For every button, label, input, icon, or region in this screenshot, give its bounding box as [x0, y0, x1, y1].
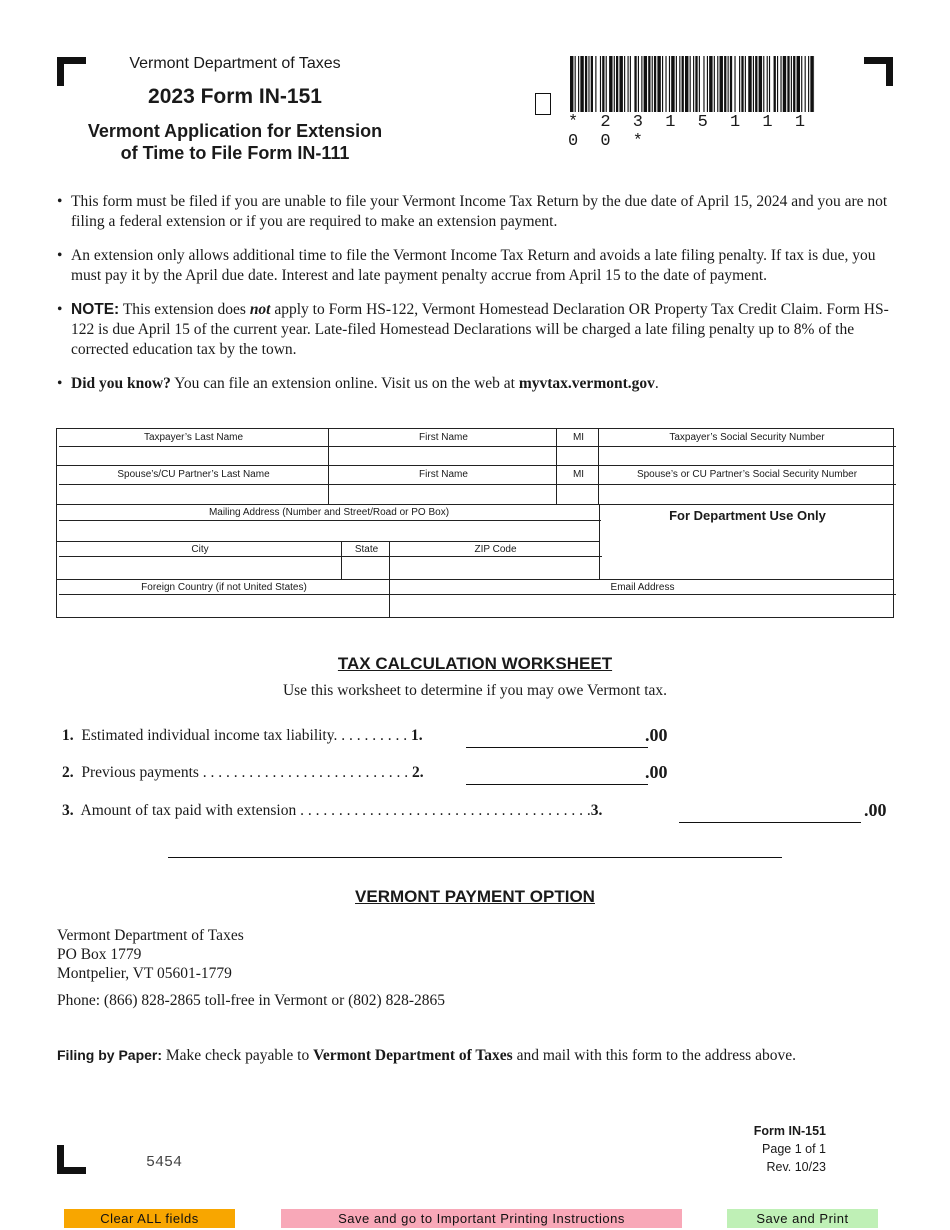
spouse-last-name-input[interactable] — [59, 484, 331, 506]
worksheet-title: TAX CALCULATION WORKSHEET — [337, 654, 613, 673]
form-title: 2023 Form IN-151 — [148, 85, 322, 108]
instruction-item: • This form must be filed if you are unable to file your Vermont Income Tax Return by the due date of April 15, 2024 and you are not filing a federal extension or if you are required to make an extension payment. — [57, 192, 897, 232]
email-input[interactable] — [392, 594, 896, 619]
mailing-address-cell: Mailing Address (Number and Street/Road or PO Box) — [56, 504, 600, 542]
department-use-box — [599, 504, 894, 580]
spouse-ssn-cell: Spouse’s or CU Partner’s Social Security Number — [598, 465, 894, 505]
taxpayer-last-name-cell: Taxpayer’s Last Name — [56, 428, 329, 466]
section-divider — [168, 857, 782, 858]
foreign-country-input[interactable] — [59, 594, 392, 619]
taxpayer-info-table — [56, 428, 894, 618]
instruction-item-note: • NOTE: This extension does not apply to Form HS-122, Vermont Homestead Declaration OR Property Tax Credit Claim. Form HS-122 is due April 15 of the current year. Late-filed Homestead Declarations will be charged a late filing penalty up to 8% of the corrected education tax by the town. — [57, 300, 897, 360]
taxpayer-ssn-cell: Taxpayer’s Social Security Number — [598, 428, 894, 466]
instruction-item-online: • Did you know? You can file an extension online. Visit us on the web at myvtax.vermont.gov. — [57, 374, 897, 394]
amended-checkbox[interactable] — [535, 93, 551, 115]
line-3-amount-input[interactable] — [679, 805, 861, 823]
form-subtitle-line2: of Time to File Form IN-111 — [120, 143, 350, 163]
spouse-mi-input[interactable] — [559, 484, 601, 506]
line-2-cents: .00 — [645, 762, 668, 782]
did-you-know-label: Did you know? — [71, 375, 171, 392]
mailing-address-block: Vermont Department of Taxes PO Box 1779 Montpelier, VT 05601-1779 — [57, 927, 244, 982]
phone-info: Phone: (866) 828-2865 toll-free in Vermont or (802) 828-2865 — [57, 992, 446, 1009]
state-cell: State — [341, 541, 390, 580]
spouse-ssn-input[interactable] — [601, 484, 896, 506]
spouse-last-name-cell: Spouse’s/CU Partner’s Last Name — [56, 465, 329, 505]
registration-mark-bottom-left — [57, 1145, 86, 1174]
department-use-label: For Department Use Only — [669, 508, 826, 523]
note-emphasis: not — [249, 301, 271, 318]
form-subtitle — [80, 120, 390, 164]
spouse-mi-cell: MI — [556, 465, 599, 505]
line-2-amount-input[interactable] — [466, 767, 648, 785]
footer-form-name: Form IN-151 — [753, 1124, 826, 1138]
city-cell: City — [56, 541, 342, 580]
taxpayer-ssn-input[interactable] — [601, 446, 896, 467]
form-footer — [730, 1122, 826, 1176]
barcode-number: * 2 3 1 5 1 1 1 0 0 * — [568, 113, 812, 151]
instructions-list — [57, 192, 897, 408]
line-1-amount-input[interactable] — [466, 730, 648, 748]
worksheet-line-2: 2. Previous payments . . . . . . . . . . . . . . . . . . . . . . . . . . . 2. — [62, 764, 424, 781]
form-code: 5454 — [146, 1154, 183, 1171]
note-label: NOTE: — [71, 301, 120, 318]
taxpayer-first-name-cell: First Name — [328, 428, 557, 466]
taxpayer-mi-input[interactable] — [559, 446, 601, 467]
spouse-first-name-cell: First Name — [328, 465, 557, 505]
taxpayer-last-name-input[interactable] — [59, 446, 331, 467]
taxpayer-first-name-input[interactable] — [331, 446, 559, 467]
footer-page: Page 1 of 1 — [762, 1142, 826, 1156]
zip-input[interactable] — [392, 556, 602, 581]
line-1-cents: .00 — [645, 725, 668, 745]
agency-name: Vermont Department of Taxes — [129, 55, 341, 72]
form-subtitle-line1: Vermont Application for Extension — [87, 121, 383, 141]
save-printing-instructions-button[interactable]: Save and go to Important Printing Instructions — [281, 1209, 682, 1228]
email-cell: Email Address — [389, 579, 894, 618]
instruction-item: • An extension only allows additional time to file the Vermont Income Tax Return and avoids a late filing penalty. If tax is due, you must pay it by the April due date. Interest and late payment penalty accrue from April 15 to the date of payment. — [57, 246, 897, 286]
foreign-country-cell: Foreign Country (if not United States) — [56, 579, 390, 618]
filing-label: Filing by Paper: — [57, 1047, 163, 1063]
registration-mark-top-left — [57, 57, 86, 86]
worksheet-line-3: 3. Amount of tax paid with extension . . . . . . . . . . . . . . . . . . . . . . . . . . . . . . . . . . . . . .3. — [62, 802, 603, 819]
save-and-print-button[interactable]: Save and Print — [727, 1209, 878, 1228]
myvtax-link[interactable]: myvtax.vermont.gov — [518, 375, 655, 392]
payment-option-title: VERMONT PAYMENT OPTION — [355, 887, 595, 906]
footer-revision: Rev. 10/23 — [766, 1160, 826, 1174]
clear-all-fields-button[interactable]: Clear ALL fields — [64, 1209, 235, 1228]
city-input[interactable] — [59, 556, 344, 581]
taxpayer-mi-cell: MI — [556, 428, 599, 466]
line-3-cents: .00 — [864, 800, 887, 820]
state-input[interactable] — [344, 556, 392, 581]
registration-mark-top-right — [864, 57, 893, 86]
worksheet-subtitle: Use this worksheet to determine if you may owe Vermont tax. — [282, 682, 668, 699]
filing-by-paper: Filing by Paper: Make check payable to Vermont Department of Taxes and mail with this form to the address above. — [57, 1047, 796, 1064]
worksheet-line-1: 1. Estimated individual income tax liability. . . . . . . . . . 1. — [62, 727, 423, 744]
zip-cell: ZIP Code — [389, 541, 600, 580]
barcode — [570, 56, 815, 112]
spouse-first-name-input[interactable] — [331, 484, 559, 506]
